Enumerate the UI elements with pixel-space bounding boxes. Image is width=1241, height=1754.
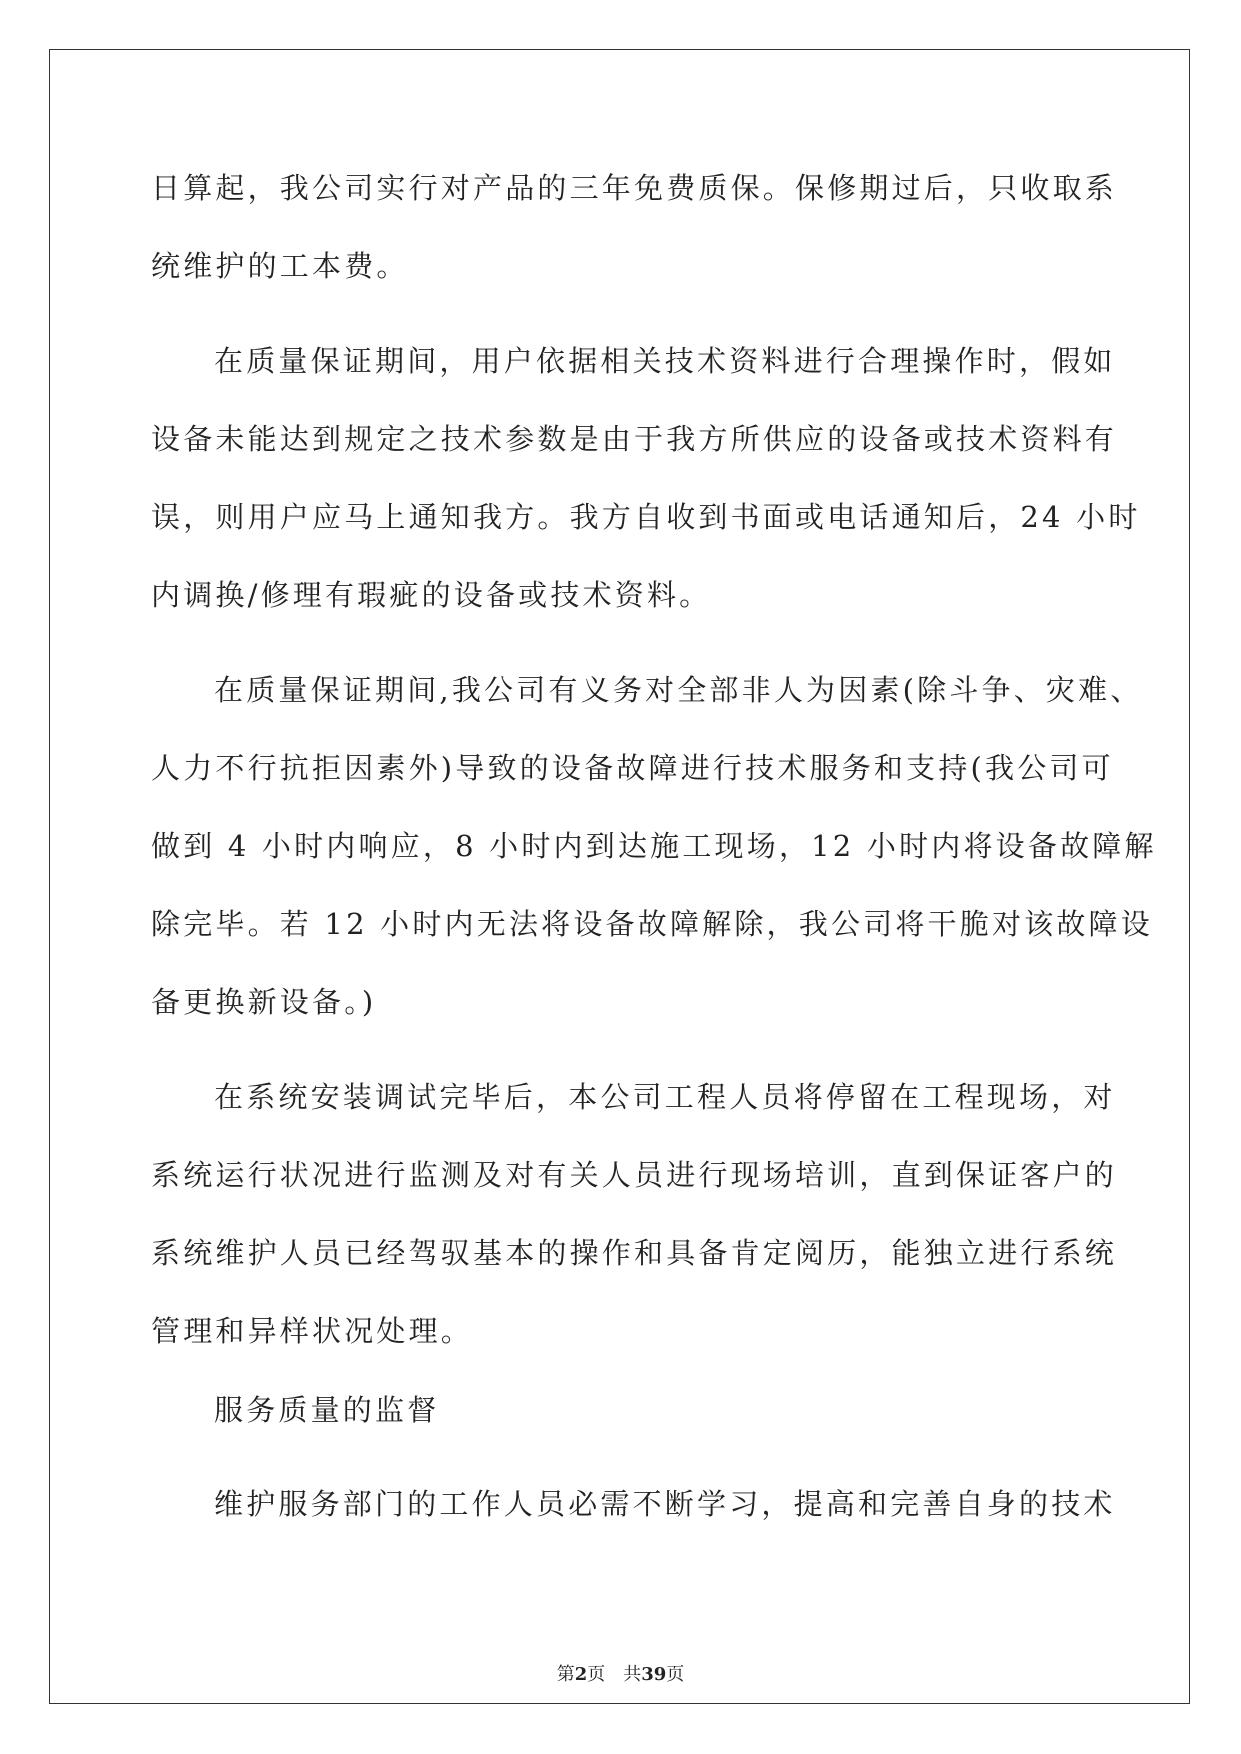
body-line-11: 备更换新设备。) (151, 985, 377, 1019)
body-line-15: 管理和异样状况处理。 (151, 1314, 474, 1348)
page-number: 2 (574, 1664, 588, 1685)
section-heading: 服务质量的监督 (214, 1393, 440, 1427)
page-footer (0, 1660, 1241, 1686)
body-line-5: 误，则用户应马上通知我方。我方自收到书面或电话通知后，24 小时 (151, 500, 1141, 534)
total-prefix: 共 (623, 1664, 642, 1685)
body-line-6: 内调换/修理有瑕疵的设备或技术资料。 (151, 578, 712, 612)
paragraph-start-line-3: 在质量保证期间，用户依据相关技术资料进行合理操作时，假如 (214, 344, 1116, 378)
body-line-14: 系统维护人员已经驾驭基本的操作和具备肯定阅历，能独立进行系统 (151, 1236, 1118, 1270)
total-suffix: 页 (666, 1664, 685, 1685)
body-line-1: 日算起，我公司实行对产品的三年免费质保。保修期过后，只收取系 (151, 171, 1118, 205)
body-line-4: 设备未能达到规定之技术参数是由于我方所供应的设备或技术资料有 (151, 422, 1118, 456)
paragraph-start-line-12: 在系统安装调试完毕后，本公司工程人员将停留在工程现场，对 (214, 1080, 1116, 1114)
page-prefix: 第 (556, 1664, 575, 1685)
body-line-13: 系统运行状况进行监测及对有关人员进行现场培训，直到保证客户的 (151, 1158, 1118, 1192)
body-line-2: 统维护的工本费。 (151, 249, 409, 283)
body-line-9: 做到 4 小时内响应，8 小时内到达施工现场，12 小时内将设备故障解 (151, 829, 1157, 863)
paragraph-start-line-7: 在质量保证期间,我公司有义务对全部非人为因素(除斗争、灾难、 (214, 673, 1143, 707)
total-pages: 39 (641, 1664, 667, 1685)
page-suffix: 页 (587, 1664, 606, 1685)
paragraph-start-line-17: 维护服务部门的工作人员必需不断学习，提高和完善自身的技术 (214, 1487, 1116, 1521)
body-line-8: 人力不行抗拒因素外)导致的设备故障进行技术服务和支持(我公司可 (151, 751, 1114, 785)
page-border (49, 49, 1190, 1704)
body-line-10: 除完毕。若 12 小时内无法将设备故障解除，我公司将干脆对该故障设 (151, 907, 1153, 941)
